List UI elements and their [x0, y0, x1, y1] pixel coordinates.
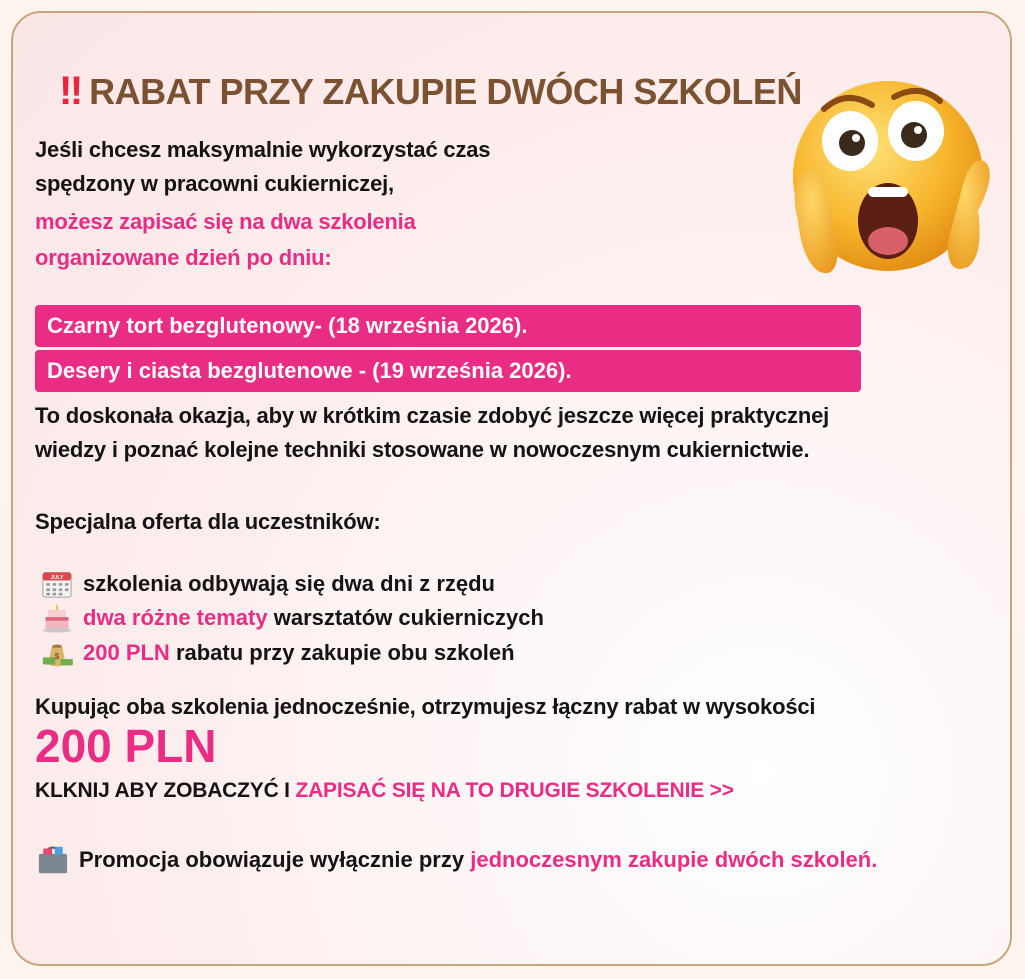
promo-text: Promocja obowiązuje wyłącznie przy [79, 847, 471, 872]
bullet-consecutive-days [37, 569, 495, 599]
bullet-2-highlight: dwa różne tematy [83, 605, 268, 630]
bullet-2-text: warsztatów cukierniczych [267, 605, 544, 630]
opportunity-line-2: wiedzy i poznać kolejne techniki stosowane w nowoczesnym cukiernictwie. [35, 437, 810, 462]
bullet-3-text: rabatu przy zakupie obu szkoleń [169, 640, 515, 665]
offer-heading: Specjalna oferta dla uczestników: [35, 509, 381, 534]
money-bag-icon [37, 638, 77, 668]
promo-line [33, 845, 877, 875]
shocked-face-icon [788, 71, 1003, 311]
cta-line [35, 779, 734, 803]
intro-line-4: organizowane dzień po dniu: [35, 245, 332, 270]
discount-amount: 200 PLN [35, 720, 217, 772]
intro-line-3: możesz zapisać się na dwa szkolenia [35, 209, 416, 234]
opportunity-line-1: To doskonała okazja, aby w krótkim czasie zdobyć jeszcze więcej praktycznej [35, 403, 830, 428]
shopping-bag-icon [33, 845, 73, 875]
bullet-3-highlight: 200 PLN [83, 640, 170, 665]
cta-prefix: KLKNIJ ABY ZOBACZYĆ I [35, 779, 296, 802]
intro-line-2: spędzony w pracowni cukierniczej, [35, 171, 394, 196]
course-bar-2[interactable]: Desery i ciasta bezglutenowe - (19 września 2026). [35, 350, 861, 392]
promo-card [11, 11, 1012, 966]
cake-icon [37, 603, 77, 633]
calendar-icon [37, 569, 77, 599]
course-bar-1[interactable]: Czarny tort bezglutenowy- (18 września 2026). [35, 305, 861, 347]
cta-link[interactable]: ZAPISAĆ SIĘ NA TO DRUGIE SZKOLENIE >> [295, 779, 734, 802]
page-title [59, 69, 802, 114]
title-text: RABAT PRZY ZAKUPIE DWÓCH SZKOLEŃ [89, 70, 802, 112]
calendar-label: JULY [50, 575, 64, 582]
double-exclamation-icon: ‼ [59, 69, 76, 113]
purchase-line: Kupując oba szkolenia jednocześnie, otrzymujesz łączny rabat w wysokości [35, 694, 816, 719]
intro-line-1: Jeśli chcesz maksymalnie wykorzystać czas [35, 137, 491, 162]
promo-highlight: jednoczesnym zakupie dwóch szkoleń. [470, 847, 878, 872]
bullet-discount [37, 638, 515, 668]
bullet-1-text: szkolenia odbywają się dwa dni z rzędu [83, 571, 495, 596]
bullet-two-topics [37, 603, 544, 633]
svg-text:$: $ [54, 652, 60, 662]
